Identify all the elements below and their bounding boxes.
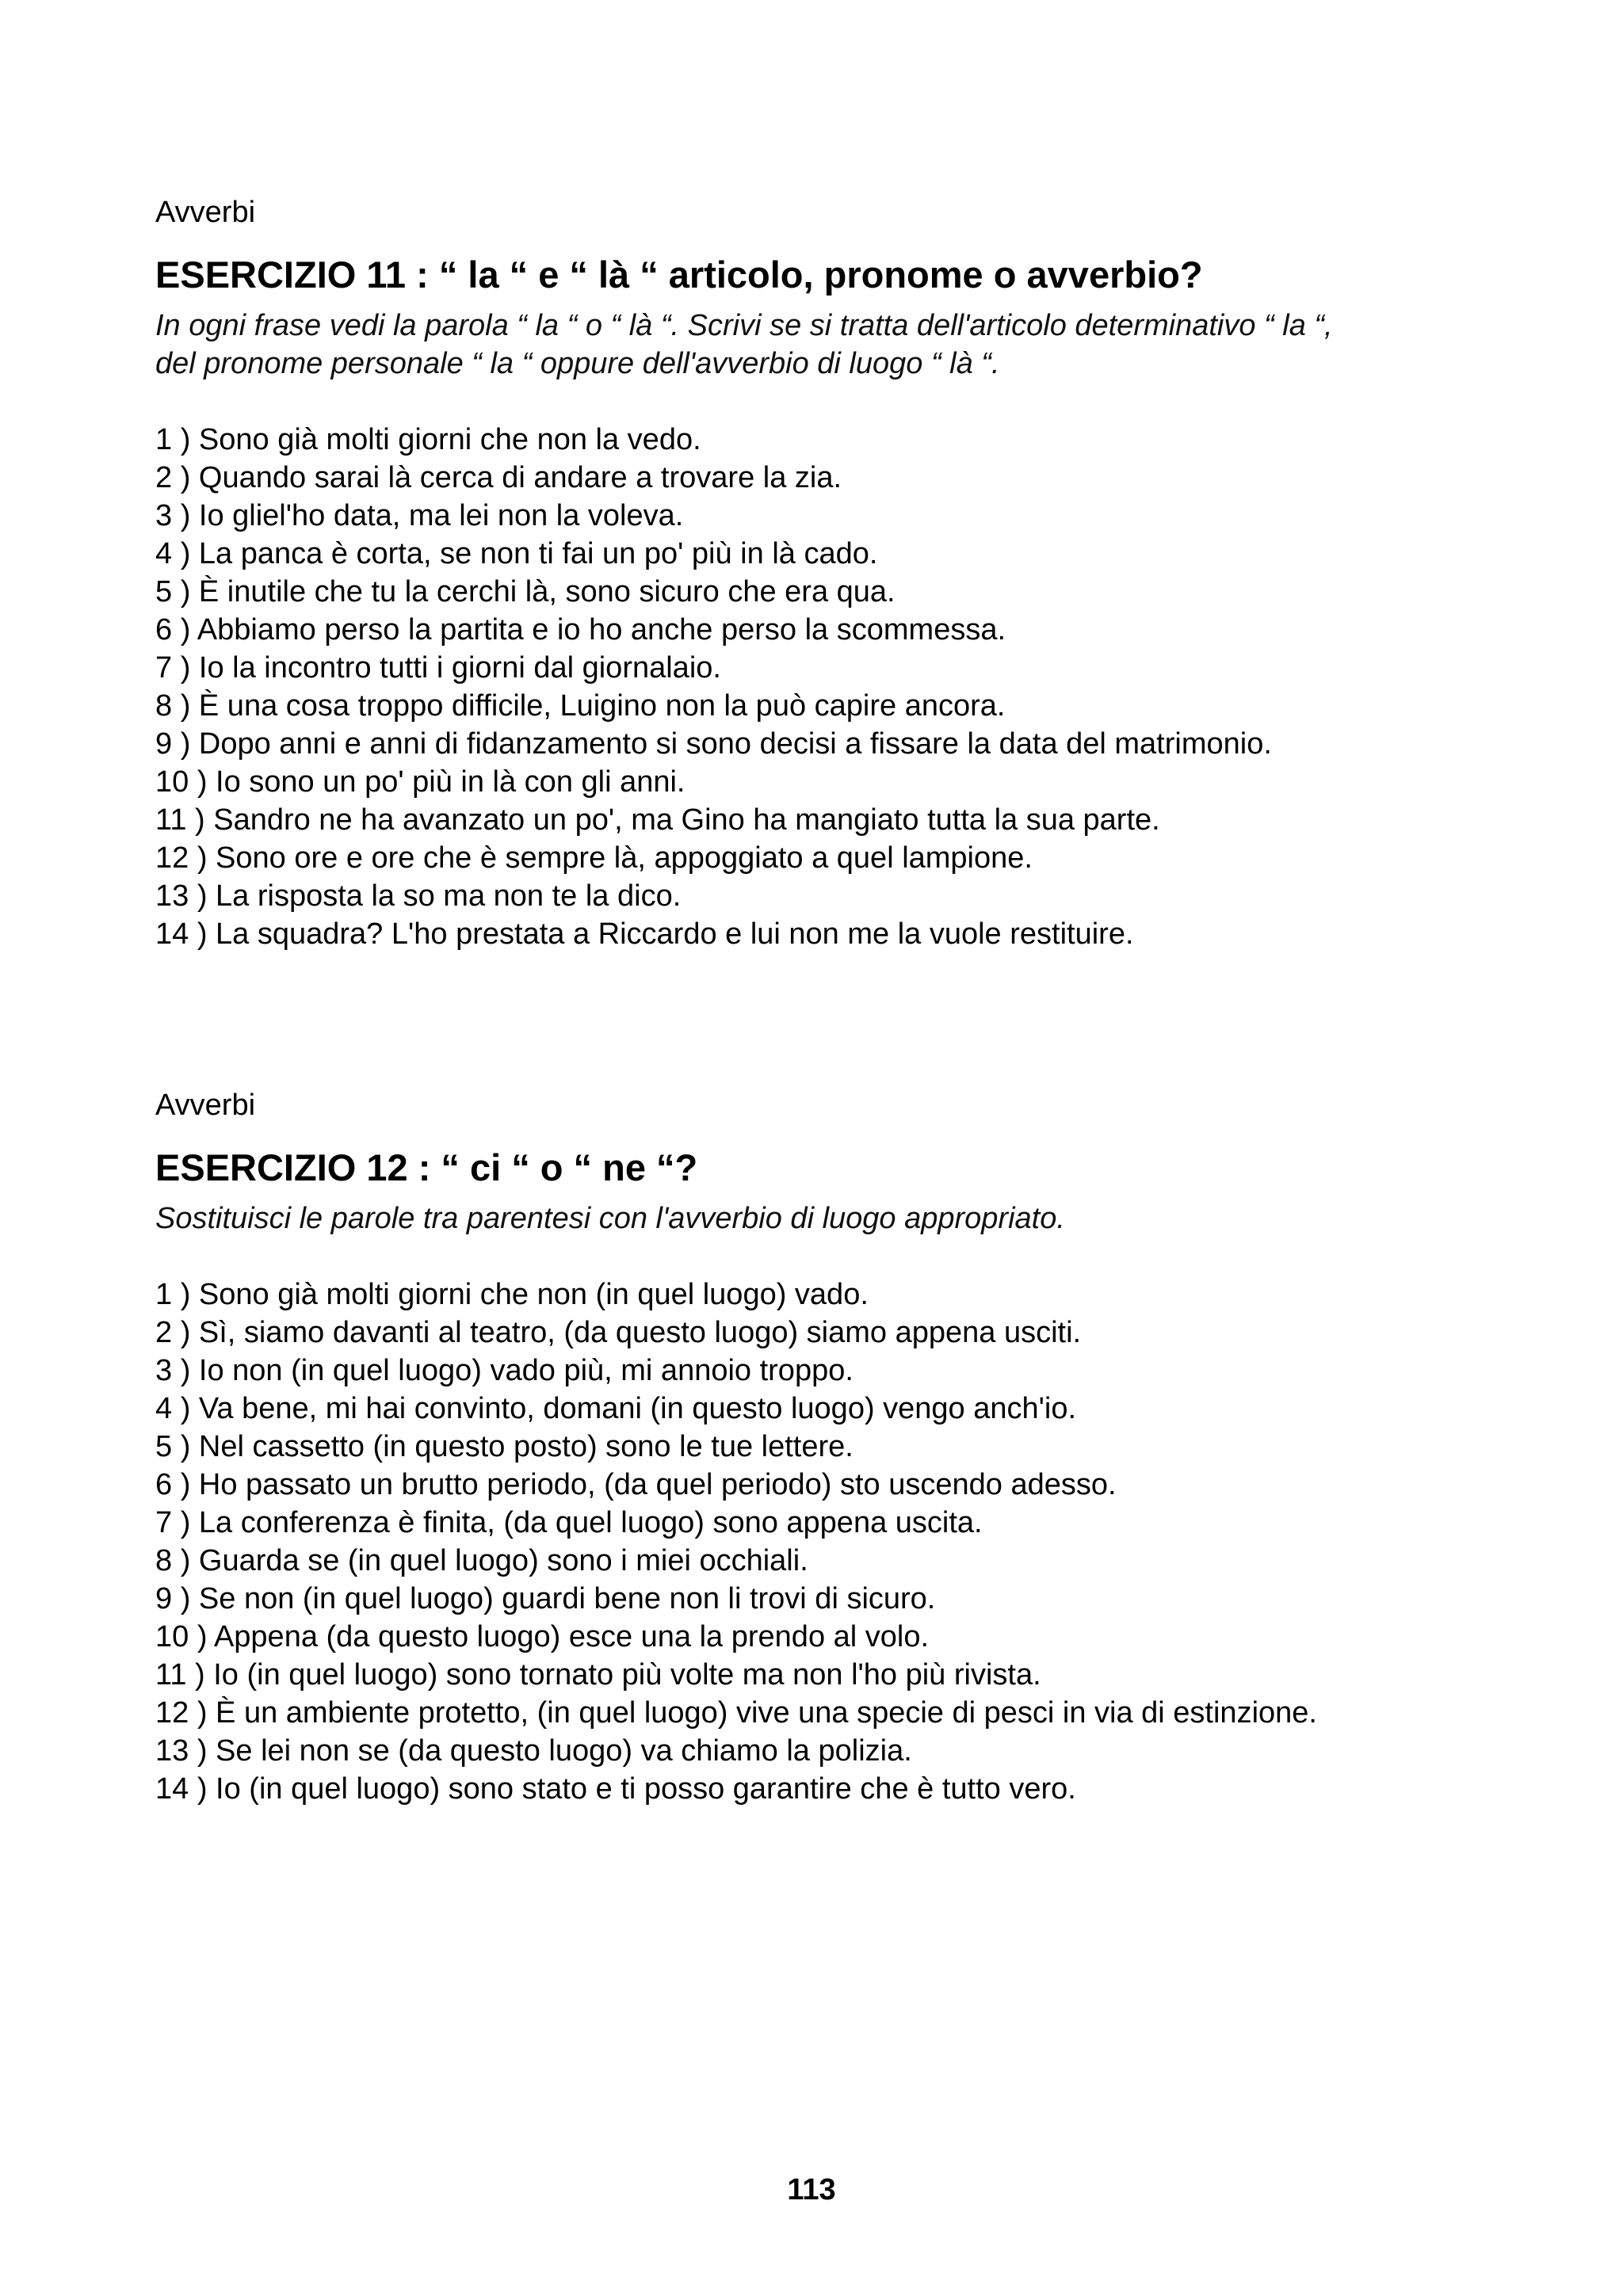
exercise-instructions: [155, 307, 1503, 383]
exercise-item: 12 ) Sono ore e ore che è sempre là, appoggiato a quel lampione.: [155, 841, 1033, 875]
exercise-item: 9 ) Dopo anni e anni di fidanzamento si sono decisi a fissare la data del matrimonio.: [155, 727, 1272, 761]
exercise-item: 13 ) La risposta la so ma non te la dico.: [155, 879, 682, 913]
exercise-title: ESERCIZIO 11 : “ la “ e “ là “ articolo, pronome o avverbio?: [155, 254, 1203, 296]
instruction-line: In ogni frase vedi la parola “ la “ o “ là “. Scrivi se si tratta dell'articolo determinativo “ la “,: [155, 309, 1333, 342]
exercise-item: 4 ) Va bene, mi hai convinto, domani (in questo luogo) vengo anch'io.: [155, 1392, 1077, 1425]
exercise-item: 9 ) Se non (in quel luogo) guardi bene non li trovi di sicuro.: [155, 1582, 936, 1615]
exercise-items: [155, 421, 1503, 953]
exercise-item: 3 ) Io non (in quel luogo) vado più, mi annoio troppo.: [155, 1354, 854, 1387]
page-number: 113: [787, 2173, 836, 2206]
exercise-item: 11 ) Sandro ne ha avanzato un po', ma Gino ha mangiato tutta la sua parte.: [155, 803, 1160, 837]
exercise-item: 5 ) È inutile che tu la cerchi là, sono sicuro che era qua.: [155, 575, 896, 608]
exercise-instructions: [155, 1199, 1503, 1238]
exercise-title: ESERCIZIO 12 : “ ci “ o “ ne “?: [155, 1146, 698, 1188]
exercise-item: 1 ) Sono già molti giorni che non (in quel luogo) vado.: [155, 1278, 869, 1311]
exercise-item: 12 ) È un ambiente protetto, (in quel luogo) vive una specie di pesci in via di estinzione.: [155, 1696, 1317, 1730]
exercise-item: 3 ) Io gliel'ho data, ma lei non la voleva.: [155, 499, 684, 532]
exercise-item: 1 ) Sono già molti giorni che non la vedo.: [155, 423, 701, 456]
exercise-item: 13 ) Se lei non se (da questo luogo) va chiamo la polizia.: [155, 1734, 912, 1768]
exercise-item: 2 ) Quando sarai là cerca di andare a trovare la zia.: [155, 461, 842, 494]
exercise-item: 5 ) Nel cassetto (in questo posto) sono le tue lettere.: [155, 1430, 854, 1463]
exercise-item: 4 ) La panca è corta, se non ti fai un po' più in là cado.: [155, 537, 878, 570]
instruction-line: Sostituisci le parole tra parentesi con l'avverbio di luogo appropriato.: [155, 1202, 1065, 1235]
category-label: Avverbi: [155, 1089, 256, 1122]
exercise-item: 10 ) Io sono un po' più in là con gli anni.: [155, 765, 685, 799]
exercise-item: 2 ) Sì, siamo davanti al teatro, (da questo luogo) siamo appena usciti.: [155, 1316, 1082, 1349]
exercise-12: [155, 1088, 1503, 1808]
exercise-item: 7 ) La conferenza è finita, (da quel luogo) sono appena uscita.: [155, 1506, 983, 1539]
exercise-item: 14 ) Io (in quel luogo) sono stato e ti posso garantire che è tutto vero.: [155, 1772, 1076, 1806]
exercise-item: 10 ) Appena (da questo luogo) esce una la prendo al volo.: [155, 1620, 930, 1653]
exercise-item: 6 ) Abbiamo perso la partita e io ho anche perso la scommessa.: [155, 613, 1006, 646]
exercise-item: 8 ) Guarda se (in quel luogo) sono i miei occhiali.: [155, 1544, 808, 1577]
category-label: Avverbi: [155, 196, 256, 229]
exercise-item: 11 ) Io (in quel luogo) sono tornato più volte ma non l'ho più rivista.: [155, 1658, 1041, 1691]
exercise-item: 8 ) È una cosa troppo difficile, Luigino non la può capire ancora.: [155, 689, 1006, 723]
exercise-11: [155, 195, 1503, 953]
instruction-line: del pronome personale “ la “ oppure dell'avverbio di luogo “ là “.: [155, 347, 1000, 380]
exercise-items: [155, 1276, 1503, 1808]
exercise-item: 7 ) Io la incontro tutti i giorni dal giornalaio.: [155, 651, 721, 685]
exercise-item: 6 ) Ho passato un brutto periodo, (da quel periodo) sto uscendo adesso.: [155, 1468, 1117, 1501]
exercise-item: 14 ) La squadra? L'ho prestata a Riccardo e lui non me la vuole restituire.: [155, 917, 1134, 951]
